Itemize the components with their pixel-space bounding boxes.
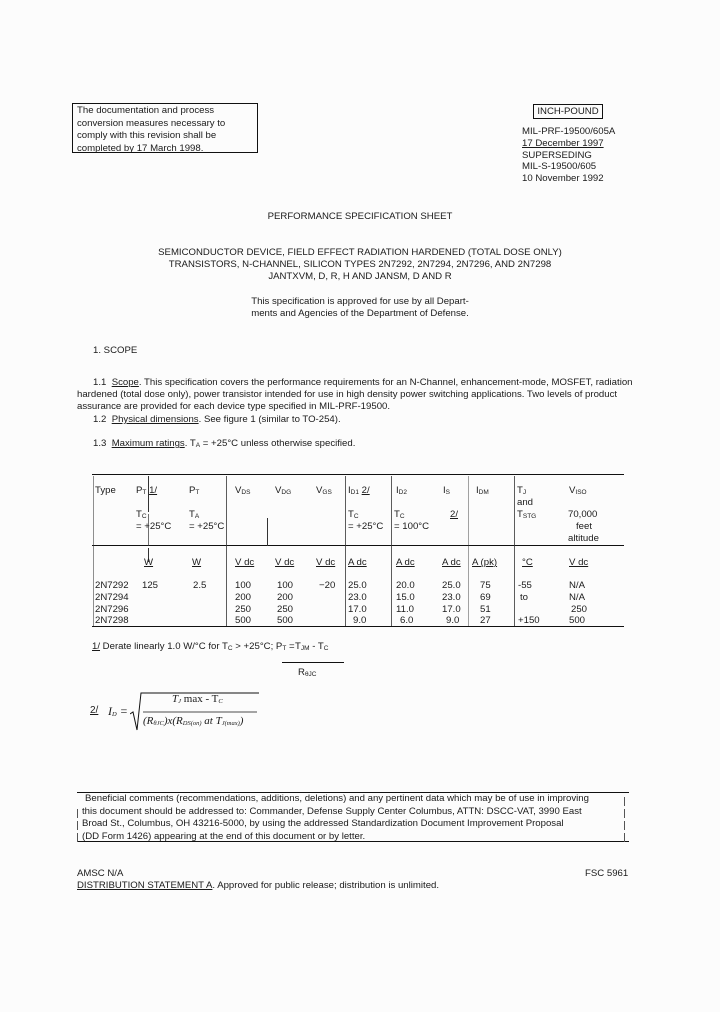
paragraph-title: Maximum ratings: [111, 438, 185, 449]
unit-cell: V dc: [275, 557, 295, 568]
footnote-text: Derate linearly 1.0 W/°C for T: [100, 641, 228, 652]
cell-vdg: 500: [277, 615, 294, 626]
beneficial-comments-box: [77, 792, 629, 842]
subscript: C: [218, 698, 223, 705]
column-divider: [468, 476, 469, 626]
distribution-label: DISTRIBUTION STATEMENT A: [77, 880, 213, 891]
cell-id2: 15.0: [396, 592, 415, 603]
cell-viso: 250: [571, 604, 588, 615]
paragraph-title: Scope: [111, 377, 139, 388]
change-bar: [77, 821, 78, 830]
formula-numerator: [172, 693, 223, 705]
distribution-text: . Approved for public release; distribution is unlimited.: [212, 880, 440, 891]
section-heading-scope: 1. SCOPE: [93, 345, 138, 356]
unit-cell: A dc: [442, 557, 461, 568]
paragraph-text: = +25°C unless otherwise specified.: [200, 438, 356, 449]
subscript: JM: [300, 645, 310, 652]
change-bar: [624, 833, 625, 842]
cell-id2: 6.0: [400, 615, 414, 626]
symbol: ): [239, 715, 244, 727]
cell-pt1: 125: [142, 580, 159, 591]
document-subject: [0, 247, 720, 283]
change-bar: [624, 809, 625, 818]
header-pt2-condition: [189, 509, 199, 521]
page-title: PERFORMANCE SPECIFICATION SHEET: [267, 211, 453, 222]
comments-line: (DD Form 1426) appearing at the end of this document or by letter.: [82, 830, 366, 842]
symbol: V: [235, 485, 242, 496]
header-pt1: [136, 485, 157, 497]
cell-idm: 27: [480, 615, 491, 626]
cell-id2: 20.0: [396, 580, 415, 591]
formula-lhs: [108, 704, 128, 719]
subject-line: TRANSISTORS, N-CHANNEL, SILICON TYPES 2N7292, 2N7294, 2N7296, AND 2N7298: [168, 259, 552, 270]
footnote-1: [92, 641, 295, 652]
header-pt2-temp: = +25°C: [189, 521, 225, 532]
unit-cell: W: [144, 557, 154, 568]
paragraph-number: 1.3: [93, 438, 107, 449]
cell-id1: 9.0: [353, 615, 367, 626]
unit-cell: A dc: [348, 557, 367, 568]
cell-vdg: 100: [277, 580, 294, 591]
header-viso-feet: feet: [576, 521, 593, 532]
cell-tj: -55: [518, 580, 532, 591]
symbol: T: [394, 509, 400, 520]
cell-type: 2N7296: [95, 604, 129, 615]
distribution-statement: [77, 880, 439, 891]
superseded-date: 10 November 1992: [522, 173, 604, 185]
doc-number: MIL-PRF-19500/605A: [522, 126, 616, 137]
paragraph-text: . See figure 1 (similar to TO-254).: [198, 414, 341, 425]
table-header-rule: [92, 545, 624, 546]
cell-is: 23.0: [442, 592, 461, 603]
cell-type: 2N7294: [95, 592, 129, 603]
subject-line: JANTXVM, D, R, H AND JANSM, D AND R: [268, 271, 452, 282]
subscript: C: [399, 513, 405, 520]
symbol: V: [569, 485, 576, 496]
formula-denominator: [143, 715, 243, 727]
paragraph-1-2: [93, 414, 341, 425]
footnote-ref: 1/: [149, 485, 158, 496]
unit-cell: °C: [522, 557, 533, 568]
header-pt1-temp: = +25°C: [136, 521, 172, 532]
cell-tj: +150: [518, 615, 540, 626]
subscript: C: [141, 513, 147, 520]
superseded-number: MIL-S-19500/605: [522, 161, 597, 173]
subscript: A: [195, 442, 201, 449]
header-is-note: 2/: [450, 509, 459, 520]
cell-viso: N/A: [569, 580, 585, 591]
subscript: D: [112, 711, 117, 718]
symbol: P: [189, 485, 196, 496]
cell-tj: to: [520, 592, 529, 603]
cell-vdg: 250: [277, 604, 294, 615]
symbol: (R: [143, 715, 154, 727]
maximum-ratings-table: [92, 474, 624, 627]
subscript: GS: [322, 489, 332, 496]
doc-date: 17 December 1997: [522, 137, 604, 149]
header-id2-condition: [394, 509, 405, 521]
column-divider: [267, 518, 268, 546]
header-id1-condition: [348, 509, 359, 521]
subscript: T: [195, 489, 200, 496]
subscript: DG: [281, 489, 292, 496]
derating-numerator: [295, 641, 328, 652]
cell-vds: 200: [235, 592, 252, 603]
symbol: R: [298, 667, 305, 678]
cell-pt2: 2.5: [193, 580, 207, 591]
subscript: J: [522, 489, 527, 496]
approval-line: ments and Agencies of the Department of Defense.: [251, 308, 469, 319]
header-type: Type: [95, 485, 116, 496]
symbol: I: [348, 485, 351, 496]
symbol: max - T: [181, 693, 219, 705]
header-id2: [396, 485, 407, 497]
cell-id1: 17.0: [348, 604, 367, 615]
subscript: D1: [350, 489, 359, 496]
cell-idm: 75: [480, 580, 491, 591]
unit-cell: A dc: [396, 557, 415, 568]
unit-cell: W: [192, 557, 202, 568]
header-vgs: [316, 485, 332, 497]
header-vdg: [275, 485, 291, 497]
approval-statement: [0, 296, 720, 320]
symbol: =: [116, 704, 128, 718]
column-divider: [345, 476, 346, 626]
header-viso: [569, 485, 587, 497]
subscript: STG: [522, 513, 537, 520]
paragraph-text: . This specification covers the performance requirements for an N-Channel, enhancement-mode, MOSFET, radiation hardened (total dose only), power transistor intended for use in high density power switching applications. Two levels of product assurance are provided for each device type specified in MIL-PRF-19500.: [77, 377, 633, 412]
symbol: I: [476, 485, 479, 496]
inch-pound-label: INCH-POUND: [533, 104, 603, 119]
header-vds: [235, 485, 250, 497]
notice-line: The documentation and process: [77, 105, 215, 116]
subscript: θJC: [153, 720, 164, 727]
footnote-text: > +25°C; P: [232, 641, 283, 652]
footnote-text: =: [286, 641, 295, 652]
unit-cell: V dc: [235, 557, 255, 568]
symbol: I: [108, 704, 112, 718]
header-tstg: [517, 509, 536, 521]
cell-idm: 51: [480, 604, 491, 615]
paragraph-1-3: [93, 438, 355, 449]
cell-vdg: 200: [277, 592, 294, 603]
column-divider: [391, 476, 392, 626]
header-pt1-condition: [136, 509, 147, 521]
change-bar: [624, 797, 625, 806]
subscript: S: [445, 489, 451, 496]
cell-vds: 100: [235, 580, 252, 591]
change-bar: [77, 809, 78, 818]
subscript: DM: [478, 489, 489, 496]
subscript: DS(on): [182, 720, 202, 727]
subscript: T: [142, 489, 147, 496]
subscript: T: [282, 645, 287, 652]
header-viso-altitude-label: altitude: [568, 533, 599, 544]
paragraph-number: 1.2: [93, 414, 107, 425]
cell-viso: N/A: [569, 592, 585, 603]
subscript: C: [323, 645, 329, 652]
notice-line: comply with this revision shall be: [77, 130, 217, 141]
header-pt2: [189, 485, 199, 497]
subscript: θJC: [304, 671, 317, 678]
unit-cell: V dc: [316, 557, 336, 568]
fraction-bar: [282, 662, 344, 663]
subscript: A: [194, 513, 200, 520]
subscript: DS: [241, 489, 251, 496]
footnote-ref: 2/: [361, 485, 370, 496]
cell-is: 9.0: [446, 615, 460, 626]
subscript: C: [227, 645, 233, 652]
header-viso-altitude: 70,000: [568, 509, 598, 520]
comments-line: Broad St., Columbus, OH 43216-5000, by using the addressed Standardization Document Improvement Proposal: [82, 818, 564, 829]
amsc-label: AMSC N/A: [77, 868, 124, 879]
change-bar: [624, 821, 625, 830]
header-tj: [517, 485, 526, 497]
symbol: T: [517, 485, 523, 496]
symbol: I: [396, 485, 399, 496]
revision-notice-box: [72, 103, 258, 153]
cell-is: 17.0: [442, 604, 461, 615]
unit-cell: V dc: [569, 557, 589, 568]
symbol: - T: [309, 641, 324, 652]
header-id1-temp: = +25°C: [348, 521, 384, 532]
header-id2-temp: = 100°C: [394, 521, 430, 532]
notice-line: conversion measures necessary to: [77, 117, 226, 129]
paragraph-text: . T: [184, 438, 196, 449]
subscript: J(max): [221, 720, 240, 727]
symbol: I: [443, 485, 446, 496]
cell-id1: 23.0: [348, 592, 367, 603]
paragraph-1-1: [77, 377, 637, 413]
symbol: at T: [201, 715, 222, 727]
symbol: V: [275, 485, 282, 496]
subject-line: SEMICONDUCTOR DEVICE, FIELD EFFECT RADIATION HARDENED (TOTAL DOSE ONLY): [158, 247, 562, 258]
header-id1: [348, 485, 370, 497]
symbol: P: [136, 485, 143, 496]
paragraph-title: Physical dimensions: [111, 414, 199, 425]
table-top-rule: [92, 474, 624, 475]
notice-line: completed by 17 March 1998.: [77, 142, 204, 154]
cell-type: 2N7292: [95, 580, 129, 591]
footnote-2-label: 2/: [90, 705, 99, 716]
symbol: )x(R: [163, 715, 183, 727]
symbol: T: [348, 509, 354, 520]
cell-vds: 500: [235, 615, 252, 626]
paragraph-number: 1.1: [93, 377, 107, 388]
header-tj-and: and: [517, 497, 534, 508]
unit-cell: A (pk): [472, 557, 498, 568]
subscript: ISO: [575, 489, 587, 496]
symbol: V: [316, 485, 323, 496]
cell-id1: 25.0: [348, 580, 367, 591]
subscript: J: [178, 698, 182, 705]
fsc-label: FSC 5961: [585, 868, 629, 879]
footnote-label: 1/: [92, 641, 101, 652]
comments-line: this document should be addressed to: Commander, Defense Supply Center Columbus, ATTN: DSCC-VAT, 3990 East: [82, 805, 582, 817]
header-idm: [476, 485, 489, 497]
comments-line: Beneficial comments (recommendations, additions, deletions) and any pertinent data which may be of use in improving: [85, 793, 589, 804]
subscript: D2: [398, 489, 407, 496]
approval-line: This specification is approved for use by all Depart-: [251, 296, 469, 307]
column-divider: [93, 476, 94, 626]
cell-is: 25.0: [442, 580, 461, 591]
symbol: T: [136, 509, 142, 520]
column-divider: [514, 476, 515, 626]
cell-vds: 250: [235, 604, 252, 615]
symbol: T: [172, 693, 179, 705]
symbol: T: [295, 641, 301, 652]
derating-denominator: [298, 667, 317, 678]
superseding-label: SUPERSEDING: [522, 149, 592, 161]
cell-idm: 69: [480, 592, 491, 603]
symbol: T: [189, 509, 195, 520]
change-bar: [77, 833, 78, 842]
header-is: [443, 485, 450, 497]
column-divider: [226, 476, 227, 626]
cell-type: 2N7298: [95, 615, 129, 626]
subscript: C: [353, 513, 359, 520]
cell-viso: 500: [569, 615, 586, 626]
cell-vgs: −20: [319, 580, 336, 591]
document-identification: [522, 126, 615, 185]
cell-id2: 11.0: [396, 604, 414, 615]
symbol: T: [517, 509, 523, 520]
